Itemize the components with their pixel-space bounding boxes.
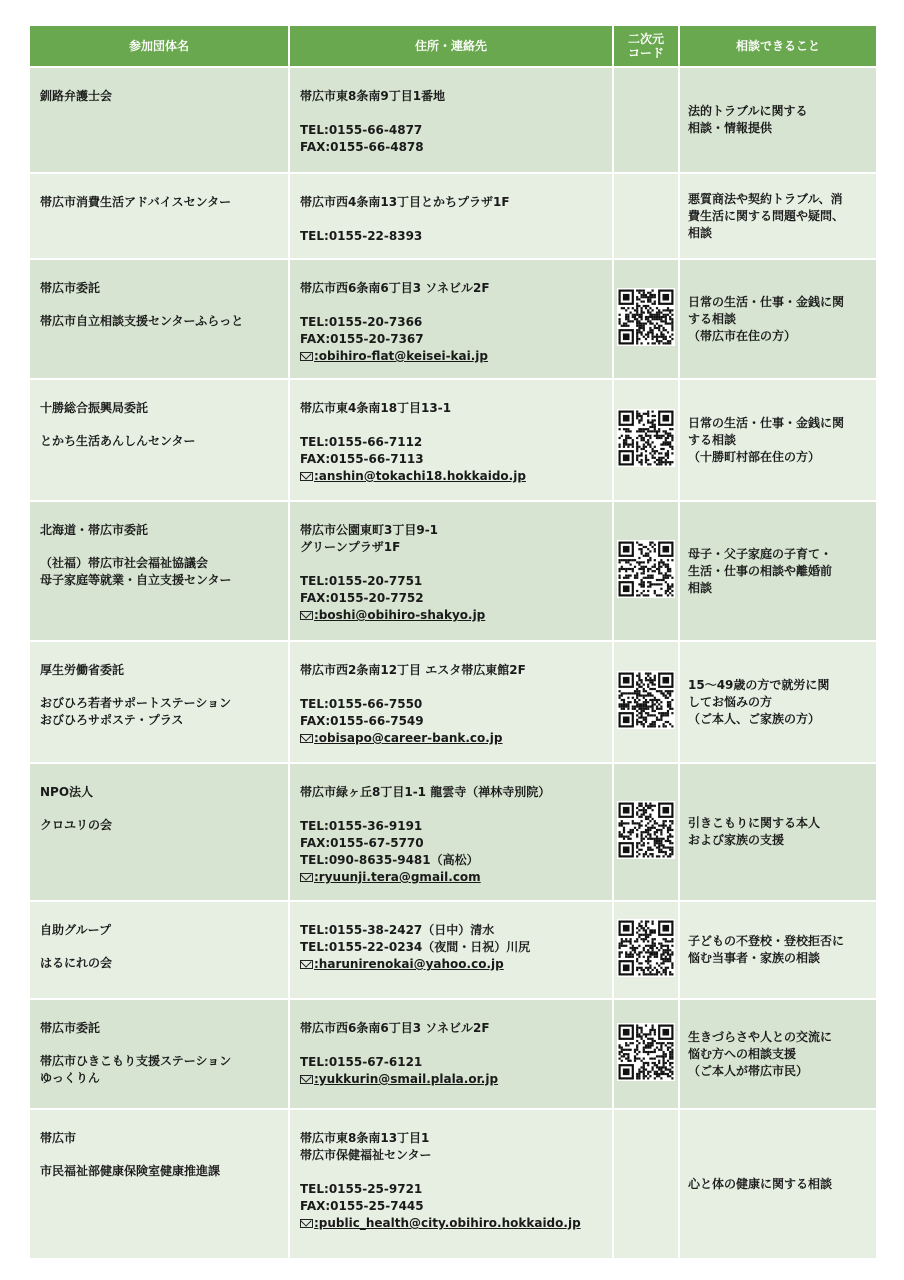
topic-cell <box>680 68 876 172</box>
org-cell <box>30 1000 288 1108</box>
org-cell <box>30 642 288 762</box>
header-contact: 住所・連絡先 <box>290 26 612 66</box>
email-text[interactable]: :anshin@tokachi18.hokkaido.jp <box>314 469 526 483</box>
spacer <box>300 1164 602 1181</box>
org-name: 帯広市委託 <box>40 1021 101 1035</box>
topic-cell <box>680 764 876 900</box>
qr-code[interactable] <box>617 540 675 598</box>
address-line: 帯広市東8条南13丁目1 <box>300 1131 430 1145</box>
topic-line: および家族の支援 <box>688 833 785 847</box>
email-text[interactable]: :boshi@obihiro-shakyo.jp <box>314 608 486 622</box>
contact-cell <box>290 1000 612 1108</box>
address-line: グリーンプラザ1F <box>300 540 401 554</box>
org-name: はるにれの会 <box>40 956 113 970</box>
org-name: 帯広市ひきこもり支援ステーション <box>40 1054 232 1068</box>
qr-cell <box>614 902 678 998</box>
spacer <box>40 297 278 313</box>
email-text[interactable]: :harunirenokai@yahoo.co.jp <box>314 957 504 971</box>
qr-cell <box>614 502 678 640</box>
email-link[interactable] <box>300 730 503 747</box>
topic-line: （ご本人、ご家族の方） <box>688 711 821 726</box>
email-link[interactable] <box>300 348 488 365</box>
topic-line: 費生活に関する問題や疑問、 <box>688 208 845 223</box>
org-cell <box>30 502 288 640</box>
qr-code-graphic <box>617 540 675 598</box>
qr-code[interactable] <box>617 1023 675 1081</box>
qr-cell <box>614 1000 678 1108</box>
phone-line: FAX:0155-20-7752 <box>300 591 424 605</box>
email-text[interactable]: :obisapo@career-bank.co.jp <box>314 731 503 745</box>
email-line <box>300 1215 602 1232</box>
org-name: 自助グループ <box>40 923 112 937</box>
mail-icon <box>300 611 313 620</box>
email-line <box>300 1071 602 1088</box>
qr-cell <box>614 764 678 900</box>
org-name: クロユリの会 <box>40 818 113 832</box>
topic-line: 子どもの不登校・登校拒否に <box>688 934 845 948</box>
spacer <box>40 539 278 555</box>
spacer <box>300 417 602 434</box>
topic-line: 15～49歳の方で就労に関 <box>688 677 830 692</box>
header-org: 参加団体名 <box>30 26 288 66</box>
table-row <box>30 1110 876 1258</box>
org-name: NPO法人 <box>40 785 94 799</box>
email-link[interactable] <box>300 1215 581 1232</box>
spacer <box>300 297 602 314</box>
phone-line: TEL:0155-25-9721 <box>300 1182 423 1196</box>
phone-line: TEL:0155-36-9191 <box>300 819 423 833</box>
address-line: 帯広市西2条南12丁目 エスタ帯広東館2F <box>300 663 526 677</box>
qr-cell <box>614 642 678 762</box>
qr-code[interactable] <box>617 409 675 467</box>
org-cell <box>30 380 288 500</box>
topic-line: 生活・仕事の相談や離婚前 <box>688 563 833 578</box>
topic-cell <box>680 174 876 258</box>
email-line <box>300 730 602 747</box>
qr-code-graphic <box>617 409 675 467</box>
topic-cell <box>680 260 876 378</box>
qr-code[interactable] <box>617 919 675 977</box>
email-text[interactable]: :yukkurin@smail.plala.or.jp <box>314 1072 499 1086</box>
org-cell <box>30 1110 288 1258</box>
address-line: 帯広市西6条南6丁目3 ソネビル2F <box>300 1021 490 1035</box>
org-cell <box>30 764 288 900</box>
org-name: ゆっくりん <box>40 1071 100 1085</box>
spacer <box>40 939 278 955</box>
org-name: 厚生労働省委託 <box>40 663 125 677</box>
topic-cell <box>680 642 876 762</box>
phone-line: FAX:0155-20-7367 <box>300 332 424 346</box>
qr-cell <box>614 68 678 172</box>
mail-icon <box>300 960 313 969</box>
email-text[interactable]: :obihiro-flat@keisei-kai.jp <box>314 349 489 363</box>
phone-line: FAX:0155-67-5770 <box>300 836 424 850</box>
topic-line: 母子・父子家庭の子育て・ <box>688 546 833 561</box>
phone-line: FAX:0155-66-4878 <box>300 140 424 154</box>
org-name: 帯広市自立相談支援センターふらっと <box>40 314 244 328</box>
mail-icon <box>300 472 313 481</box>
spacer <box>40 679 278 695</box>
topic-cell <box>680 902 876 998</box>
contact-cell <box>290 260 612 378</box>
qr-cell <box>614 174 678 258</box>
topic-line: する相談 <box>688 432 737 447</box>
email-link[interactable] <box>300 1071 498 1088</box>
topic-line: 日常の生活・仕事・金銭に関 <box>688 415 845 430</box>
qr-cell <box>614 260 678 378</box>
org-name: 市民福祉部健康保険室健康推進課 <box>40 1164 221 1178</box>
table-row <box>30 260 876 378</box>
org-name: 十勝総合振興局委託 <box>40 401 149 415</box>
address-line: 帯広市西6条南6丁目3 ソネビル2F <box>300 281 490 295</box>
topic-line: 相談・情報提供 <box>688 121 773 135</box>
org-cell <box>30 260 288 378</box>
topic-line: 悪質商法や契約トラブル、消 <box>688 191 843 206</box>
spacer <box>300 679 602 696</box>
phone-line: TEL:0155-38-2427（日中）清水 <box>300 923 495 937</box>
table-row <box>30 642 876 762</box>
topic-line: 相談 <box>688 580 713 595</box>
email-line <box>300 607 602 624</box>
topic-line: 悩む当事者・家族の相談 <box>688 951 821 965</box>
mail-icon <box>300 734 313 743</box>
topic-line: 悩む方への相談支援 <box>688 1046 797 1061</box>
address-line: 帯広市公園東町3丁目9-1 <box>300 523 439 537</box>
address-line: 帯広市東4条南18丁目13-1 <box>300 401 452 415</box>
address-line: 帯広市東8条南9丁目1番地 <box>300 89 446 103</box>
org-name: （社福）帯広市社会福祉協議会 <box>40 556 209 570</box>
address-line: 帯広市緑ヶ丘8丁目1-1 龍雲寺（禅林寺別院） <box>300 785 551 799</box>
email-line <box>300 468 602 485</box>
spacer <box>300 801 602 818</box>
table-body <box>30 68 876 1258</box>
phone-line: TEL:0155-22-0234（夜間・日祝）川尻 <box>300 940 531 954</box>
phone-line: TEL:0155-66-4877 <box>300 123 423 137</box>
email-text[interactable]: :public_health@city.obihiro.hokkaido.jp <box>314 1216 581 1230</box>
header-qr: 二次元コード <box>614 26 678 66</box>
table-row <box>30 502 876 640</box>
address-line: 帯広市保健福祉センター <box>300 1148 432 1162</box>
contact-cell <box>290 902 612 998</box>
org-name: おびひろ若者サポートステーション <box>40 696 232 710</box>
email-text[interactable]: :ryuunji.tera@gmail.com <box>314 870 481 884</box>
spacer <box>300 105 602 122</box>
phone-line: TEL:090-8635-9481（高松） <box>300 853 479 867</box>
mail-icon <box>300 1075 313 1084</box>
phone-line: TEL:0155-67-6121 <box>300 1055 423 1069</box>
mail-icon <box>300 873 313 882</box>
topic-line: （帯広市在住の方） <box>688 328 797 343</box>
qr-code[interactable] <box>617 801 675 859</box>
email-line <box>300 956 602 973</box>
topic-line: する相談 <box>688 311 737 326</box>
spacer <box>300 211 602 228</box>
org-name: 帯広市 <box>40 1131 77 1145</box>
contact-cell <box>290 68 612 172</box>
phone-line: TEL:0155-20-7751 <box>300 574 423 588</box>
org-name: とかち生活あんしんセンター <box>40 434 196 448</box>
org-name: 母子家庭等就業・自立支援センター <box>40 573 232 587</box>
table-row <box>30 1000 876 1108</box>
topic-line: 生きづらさや人との交流に <box>688 1029 833 1044</box>
email-line <box>300 869 602 886</box>
org-name: 帯広市委託 <box>40 281 101 295</box>
topic-cell <box>680 1110 876 1258</box>
qr-code-graphic <box>617 919 675 977</box>
org-cell <box>30 902 288 998</box>
qr-cell <box>614 1110 678 1258</box>
support-directory-table <box>28 24 878 1260</box>
topic-line: （十勝町村部在住の方） <box>688 449 821 464</box>
topic-line: 法的トラブルに関する <box>688 104 808 118</box>
phone-line: TEL:0155-22-8393 <box>300 229 423 243</box>
phone-line: TEL:0155-66-7550 <box>300 697 423 711</box>
email-line <box>300 348 602 365</box>
contact-cell <box>290 642 612 762</box>
qr-cell <box>614 380 678 500</box>
phone-line: FAX:0155-66-7549 <box>300 714 424 728</box>
topic-line: 相談 <box>688 225 713 240</box>
qr-code-graphic <box>617 1023 675 1081</box>
table-row <box>30 764 876 900</box>
org-cell <box>30 174 288 258</box>
contact-cell <box>290 502 612 640</box>
org-cell <box>30 68 288 172</box>
mail-icon <box>300 352 313 361</box>
contact-cell <box>290 174 612 258</box>
org-name: おびひろサポステ・プラス <box>40 713 184 727</box>
topic-cell <box>680 502 876 640</box>
spacer <box>40 801 278 817</box>
email-link[interactable] <box>300 468 526 485</box>
org-name: 釧路弁護士会 <box>40 89 113 103</box>
email-link[interactable] <box>300 607 485 624</box>
topic-cell <box>680 1000 876 1108</box>
spacer <box>300 1037 602 1054</box>
spacer <box>40 1147 278 1163</box>
header-topic: 相談できること <box>680 26 876 66</box>
contact-cell <box>290 1110 612 1258</box>
org-name: 北海道・帯広市委託 <box>40 523 149 537</box>
phone-line: TEL:0155-20-7366 <box>300 315 423 329</box>
mail-icon <box>300 1219 313 1228</box>
topic-line: してお悩みの方 <box>688 694 773 709</box>
topic-line: （ご本人が帯広市民） <box>688 1063 809 1078</box>
org-name: 帯広市消費生活アドバイスセンター <box>40 195 232 209</box>
header-row <box>30 26 876 66</box>
table-row <box>30 174 876 258</box>
contact-cell <box>290 380 612 500</box>
topic-cell <box>680 380 876 500</box>
email-link[interactable] <box>300 956 504 973</box>
topic-line: 引きこもりに関する本人 <box>688 816 821 830</box>
qr-code[interactable] <box>617 288 675 346</box>
qr-code-graphic <box>617 671 675 729</box>
topic-line: 心と体の健康に関する相談 <box>688 1176 833 1191</box>
spacer <box>40 417 278 433</box>
contact-cell <box>290 764 612 900</box>
spacer <box>300 556 602 573</box>
table-row <box>30 902 876 998</box>
spacer <box>40 1037 278 1053</box>
phone-line: FAX:0155-25-7445 <box>300 1199 424 1213</box>
qr-code-graphic <box>617 801 675 859</box>
email-link[interactable] <box>300 869 481 886</box>
table-row <box>30 68 876 172</box>
address-line: 帯広市西4条南13丁目とかちプラザ1F <box>300 195 510 209</box>
qr-code-graphic <box>617 288 675 346</box>
qr-code[interactable] <box>617 671 675 729</box>
phone-line: FAX:0155-66-7113 <box>300 452 424 466</box>
topic-line: 日常の生活・仕事・金銭に関 <box>688 294 845 309</box>
phone-line: TEL:0155-66-7112 <box>300 435 423 449</box>
table-row <box>30 380 876 500</box>
